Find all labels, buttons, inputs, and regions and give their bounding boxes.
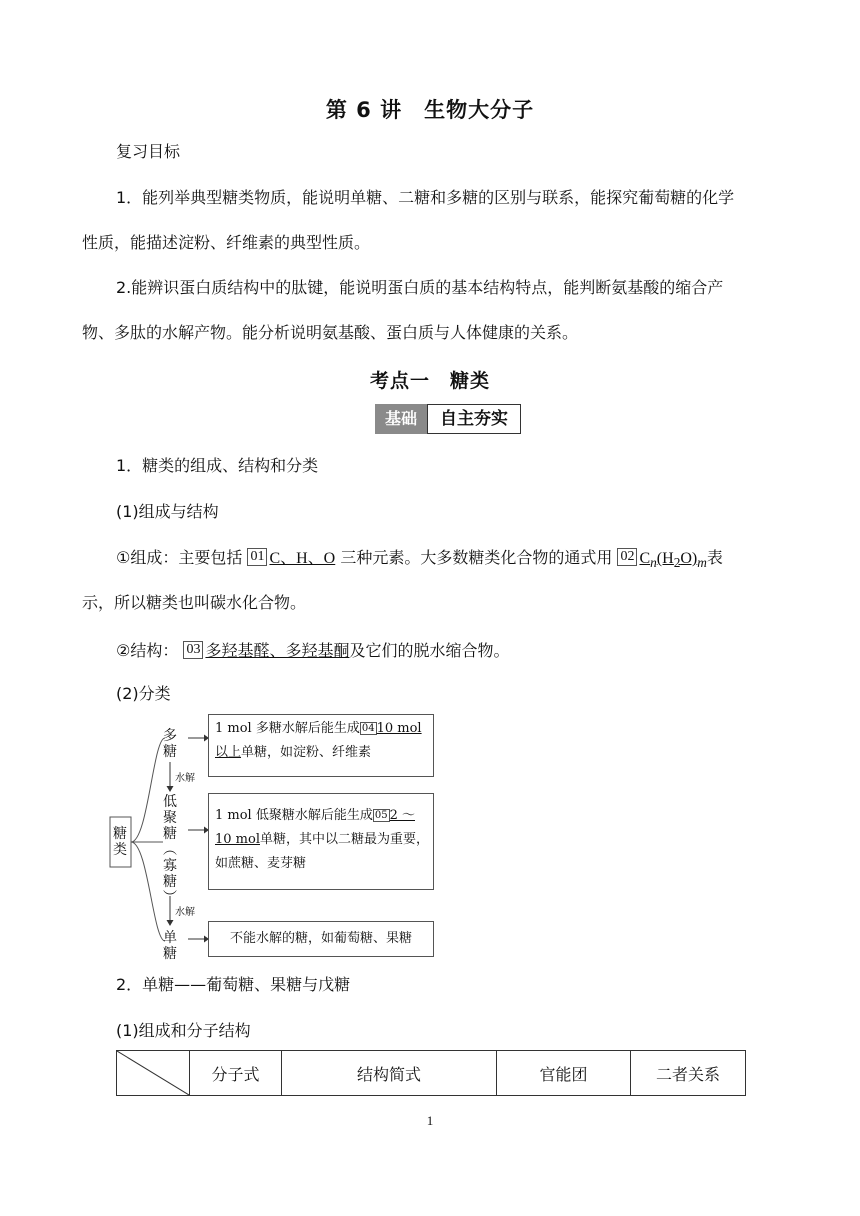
answer-number-05: 05 [374, 810, 388, 821]
header-structure: 结构简式 [282, 1051, 497, 1096]
mono-box: 不能水解的糖，如葡萄糖、果糖 [208, 921, 434, 957]
comp-prefix: ①组成：主要包括 [116, 548, 243, 567]
root-label: 糖 类 [113, 826, 127, 858]
answer-structure: 多羟基醛、多羟基酮 [205, 641, 350, 660]
answer-formula: $C_n(H_2O)_m$ [639, 550, 707, 571]
s1-sub2: (2)分类 [116, 684, 171, 703]
struct-prefix: ②结构： [116, 641, 179, 660]
page-title: 第 6 讲 生物大分子 [325, 98, 535, 122]
badge-left: 基础 [375, 404, 427, 434]
s2-heading: 2．单糖——葡萄糖、果糖与戊糖 [116, 975, 351, 994]
review-heading: 复习目标 [116, 142, 181, 161]
objective-1-line1: 1．能列举典型糖类物质，能说明单糖、二糖和多糖的区别与联系，能探究葡萄糖的化学 [116, 188, 735, 207]
poly-box: 1 mol 多糖水解后能生成 04 10 mol 以上单糖，如淀粉、纤维素 [208, 714, 434, 777]
oligo-label: 低 聚 糖 ︵ 寡 糖 ︶ [163, 794, 177, 906]
objective-1-line2: 性质，能描述淀粉、纤维素的典型性质。 [82, 233, 371, 252]
header-formula: 分子式 [190, 1051, 282, 1096]
composition-line2: 示，所以糖类也叫碳水化合物。 [82, 593, 307, 612]
answer-number-02: 02 [617, 548, 637, 566]
header-relation: 二者关系 [631, 1051, 746, 1096]
struct-suffix: 及它们的脱水缩合物。 [349, 641, 510, 660]
header-functional-group: 官能团 [497, 1051, 631, 1096]
table-header-row [117, 1051, 746, 1096]
answer-number-01: 01 [247, 548, 267, 566]
s1-heading: 1．糖类的组成、结构和分类 [116, 456, 319, 475]
answer-elements: C、H、O [269, 550, 336, 567]
structure-line [116, 641, 509, 661]
section-title: 考点一 糖类 [369, 370, 490, 392]
objective-2-line2: 物、多肽的水解产物。能分析说明氨基酸、蛋白质与人体健康的关系。 [82, 323, 579, 342]
s1-sub1: (1)组成与结构 [116, 502, 219, 521]
oligo-box: 1 mol 低聚糖水解后能生成 05 2 ～ 10 mol单糖，其中以二糖最为重要， 如蔗糖、麦芽糖 [208, 793, 434, 890]
composition-line [116, 548, 723, 573]
diagonal-header-cell [117, 1051, 190, 1096]
diagonal-line [117, 1051, 189, 1095]
classification-diagram [108, 708, 438, 963]
hydrolysis-label-2: 水解 [175, 907, 195, 918]
monosaccharide-table [116, 1050, 746, 1096]
objective-2-line1: 2.能辨识蛋白质结构中的肽键，能说明蛋白质的基本结构特点，能判断氨基酸的缩合产 [116, 278, 724, 297]
s2-sub1: (1)组成和分子结构 [116, 1021, 251, 1040]
section-badge [375, 404, 521, 434]
comp-suffix: 表 [706, 548, 723, 567]
mono-label: 单 糖 [163, 930, 177, 962]
comp-mid: 三种元素。大多数糖类化合物的通式用 [340, 548, 613, 567]
answer-number-03: 03 [183, 641, 203, 659]
hydrolysis-label-1: 水解 [175, 773, 195, 784]
answer-number-04: 04 [361, 723, 375, 734]
page-number: 1 [426, 1113, 434, 1128]
badge-right: 自主夯实 [427, 404, 521, 434]
poly-label: 多 糖 [163, 728, 177, 760]
